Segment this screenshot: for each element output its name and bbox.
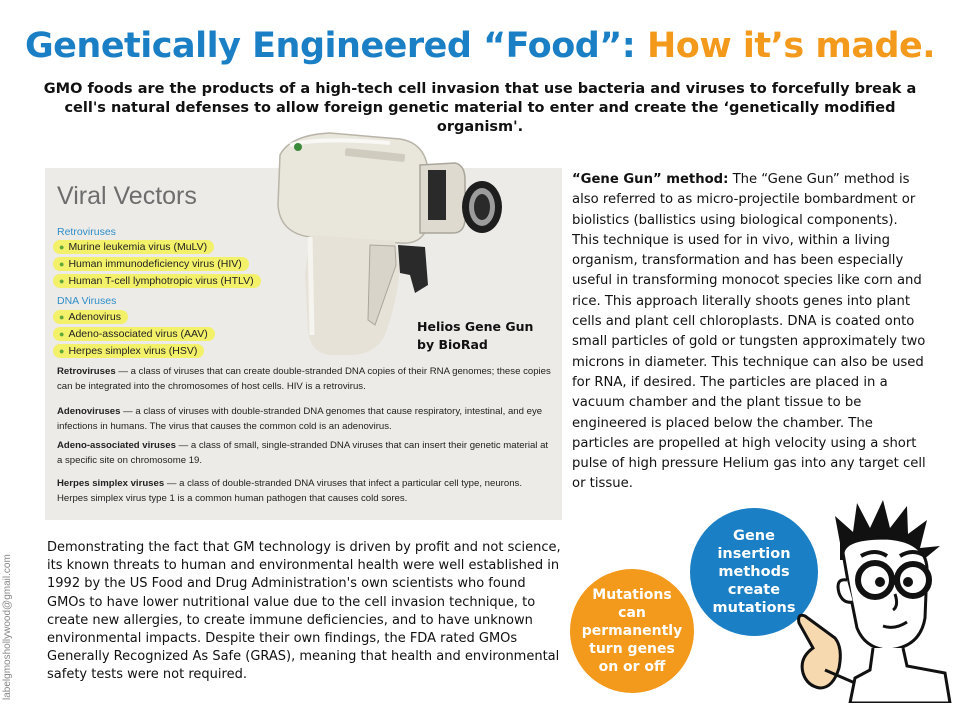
bullet-icon: ● bbox=[59, 242, 65, 252]
bullet-icon: ● bbox=[59, 312, 65, 322]
bullet-icon: ● bbox=[59, 259, 65, 269]
bullet-icon: ● bbox=[59, 276, 65, 286]
orange-bubble bbox=[570, 569, 694, 693]
list-item: ● Adenovirus bbox=[53, 310, 128, 324]
side-email: labelgmoshollywood@gmail.com bbox=[2, 554, 13, 700]
gene-gun-caption: Helios Gene Gun by BioRad bbox=[417, 319, 534, 352]
gene-gun-lead: “Gene Gun” method: bbox=[572, 172, 729, 187]
definition-retroviruses: Retroviruses — a class of viruses that can create double-stranded DNA copies of their RNA genomes; these copies can be integrated into the chromosomes of host cells. HIV is a retrovirus. bbox=[57, 366, 551, 392]
group-label-retroviruses: Retroviruses bbox=[57, 226, 116, 238]
blue-bubble-text: Gene insertion methods create mutations bbox=[712, 528, 796, 616]
list-item: ● Human T-cell lymphotropic virus (HTLV) bbox=[53, 274, 261, 288]
viral-vectors-heading: Viral Vectors bbox=[57, 182, 197, 210]
bullet-icon: ● bbox=[59, 329, 65, 339]
bullet-icon: ● bbox=[59, 346, 65, 356]
page-title bbox=[0, 26, 960, 66]
orange-bubble-text: Mutations can permanently turn genes on or off bbox=[581, 587, 683, 675]
definition-adenoviruses: Adenoviruses — a class of viruses with double-stranded DNA genomes that cause respiratory, intestinal, and eye infections in humans. The virus that causes the common cold is an adenovirus. bbox=[57, 406, 543, 432]
definition-adeno-associated: Adeno-associated viruses — a class of small, single-stranded DNA viruses that can insert their genetic material at a specific site on chromosome 19. bbox=[57, 440, 549, 466]
list-item: ● Herpes simplex virus (HSV) bbox=[53, 344, 204, 358]
definition-herpes-simplex: Herpes simplex viruses — a class of double-stranded DNA viruses that infect a particular cell type, neurons. Herpes simplex virus type 1 is a common human pathogen that causes cold sores. bbox=[57, 478, 523, 504]
list-item: ● Murine leukemia virus (MuLV) bbox=[53, 240, 214, 254]
fda-paragraph: Demonstrating the fact that GM technology is driven by profit and not science, its known threats to human and environmental health were well established in 1992 by the US Food and Drug Administration's own scientists who found GMOs to have lower nutritional value due to the cell invasion technique, to create new allergies, to create immune deficiencies, and to have unknown environmental impacts. Despite their own findings, the FDA rated GMOs Generally Recognized As Safe (GRAS), meaning that health and environmental safety tests were not required. bbox=[47, 540, 561, 683]
cartoon-character-image bbox=[795, 498, 955, 703]
gene-gun-description bbox=[572, 170, 927, 495]
list-item: ● Adeno-associated virus (AAV) bbox=[53, 327, 215, 341]
gene-gun-body: The “Gene Gun” method is also referred to as micro-projectile bombardment or biolistics (ballistics using biological components). This technique is used for in vivo, within a living organism, transformation and has been especially useful in transforming monocot species like corn and rice. This approach literally shoots genes into plant cells and plant cell chloroplasts. DNA is coated onto small particles of gold or tungsten approximately two microns in diameter. This technique can also be used for RNA, if desired. The particles are placed in a vacuum chamber and the plant tissue to be engineered is placed below the chamber. The particles are propelled at high velocity using a short pulse of high pressure Helium gas into any target cell or tissue. bbox=[572, 172, 926, 492]
group-label-dna-viruses: DNA Viruses bbox=[57, 295, 117, 307]
list-item: ● Human immunodeficiency virus (HIV) bbox=[53, 257, 249, 271]
page-subtitle: GMO foods are the products of a high-tech cell invasion that use bacteria and viruses to forcefully break a cell's natural defenses to allow foreign genetic material to enter and create the ‘genetically modified organism'. bbox=[43, 81, 917, 135]
title-part-1: Genetically Engineered “Food”: bbox=[24, 26, 636, 66]
title-part-2: How it’s made. bbox=[646, 26, 936, 66]
